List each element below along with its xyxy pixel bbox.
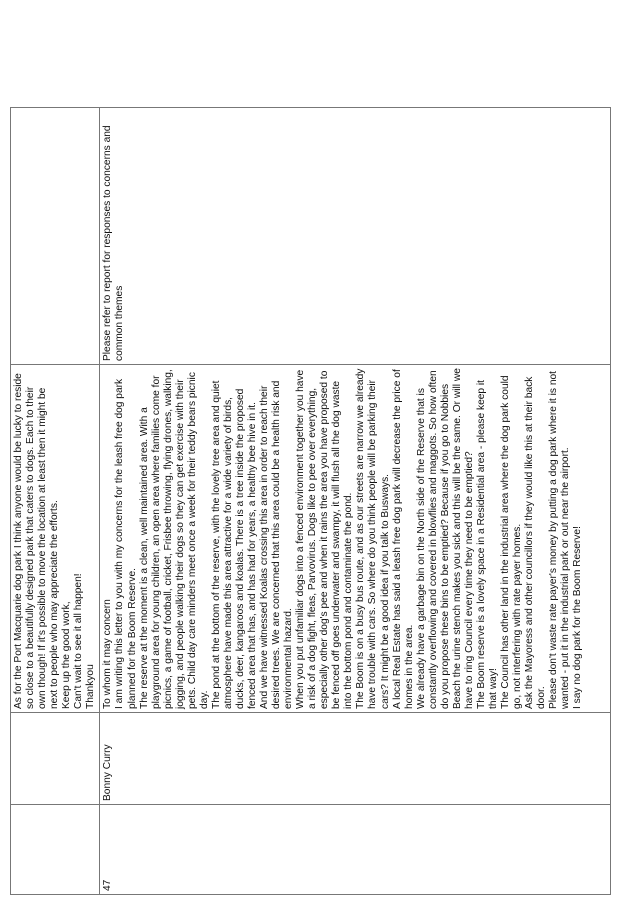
submission-paragraph: When you put unfamiliar dogs into a fenced environment together you have a risk of a dog fight, fleas, Parvovirus. Dogs like to pee over everything, especially other dog's pee and when it rains the area you have proposed to be fenced off goes underwater and swampy, it will flush all the dog waste into the bottom pond and contaminate the pond. xyxy=(295,369,355,709)
submission-number-cell: 47 xyxy=(100,805,611,895)
submission-paragraph: Ask the Mayoress and other councillors if they would like this at their back door. xyxy=(524,376,548,709)
table-row xyxy=(100,108,611,895)
submission-number-cell xyxy=(11,805,100,895)
table-row xyxy=(11,108,100,895)
submission-paragraph: To whom it may concern xyxy=(102,599,114,709)
response-cell: Please refer to report for responses to concerns and common themes xyxy=(100,108,611,365)
submission-text-cell xyxy=(11,365,100,713)
submission-paragraph: Thankyou xyxy=(85,664,97,709)
submission-paragraph: The Boom is on a busy bus route, and as our streets are narrow we already have trouble with cars. So where do you think people will be parking their cars? It might be a good idea if you talk to Busways. xyxy=(355,368,391,709)
submission-paragraph: The Boom reserve is a lovely space in a Residential area - please keep it that way! xyxy=(475,380,499,709)
submission-paragraph: Can't wait to see it all happen! xyxy=(73,573,85,709)
submission-paragraph: A local Real Estate has said a leash free dog park will decrease the price of homes in the area. xyxy=(391,369,415,709)
submission-paragraph: The reserve at the moment is a clean, well maintained area. With a playground area for young children, an open area where families come for picnics, a game of football, cricket, Frisbee throwing, flying drones, walking, jogging, and people walking their dogs so they can get exercise with their pets. Child day care minders meet once a week for their teddy bears picnic day. xyxy=(138,369,210,709)
submission-paragraph: The Council has other land in the industrial area where the dog park could go, not interfering with rate payer homes. xyxy=(499,375,524,709)
submitter-name-cell: Bonny Curry xyxy=(100,713,611,805)
submission-paragraph: And we have witnessed Koalas crossing this area in order to reach their desired trees. We are concerned that this area could be a health risk and environmental hazard. xyxy=(259,380,295,709)
submitter-name-cell xyxy=(11,713,100,805)
submission-paragraph: I say no dog park for the Boom Reserve! xyxy=(572,526,584,709)
submission-text-cell xyxy=(100,365,611,713)
response-cell xyxy=(11,108,100,365)
rotated-page xyxy=(10,107,611,895)
submission-paragraph: We already have a garbage bin on the North side of the Reserve that is constantly overflowing and covered in blowflies and maggots. So how often do you propose these bins to be emptied? Because if you go to Nobbies Beach the urine stench makes you sick and this will be the same. Or will we have to ring Council every time they need to be emptied? xyxy=(415,368,475,709)
submission-paragraph: I am writing this letter to you with my concerns for the leash free dog park planned for the Boom Reserve. xyxy=(114,378,138,709)
submission-paragraph: As for the Port Macquarie dog park I think anyone would be lucky to reside so close to a beautifully designed park that caters to dogs. Each to their own though! If it's possible to move the location at least then it might be next to people who may appreciate the efforts. xyxy=(13,373,61,709)
submission-paragraph: The pond at the bottom of the reserve, with the lovely tree area and quiet atmosphere have made this area attractive for a wide variety of birds, ducks, deer, kangaroos and koalas. There is a tree inside the proposed fenced area that has, and has had for years, a healthy bee hive in it. xyxy=(210,380,258,709)
submission-paragraph: Please don't waste rate payer's money by putting a dog park where it is not wanted - put it in the industrial park or out near the airport. xyxy=(548,370,572,709)
submission-paragraph: Keep up the good work, xyxy=(61,601,73,709)
submissions-table xyxy=(10,107,611,895)
